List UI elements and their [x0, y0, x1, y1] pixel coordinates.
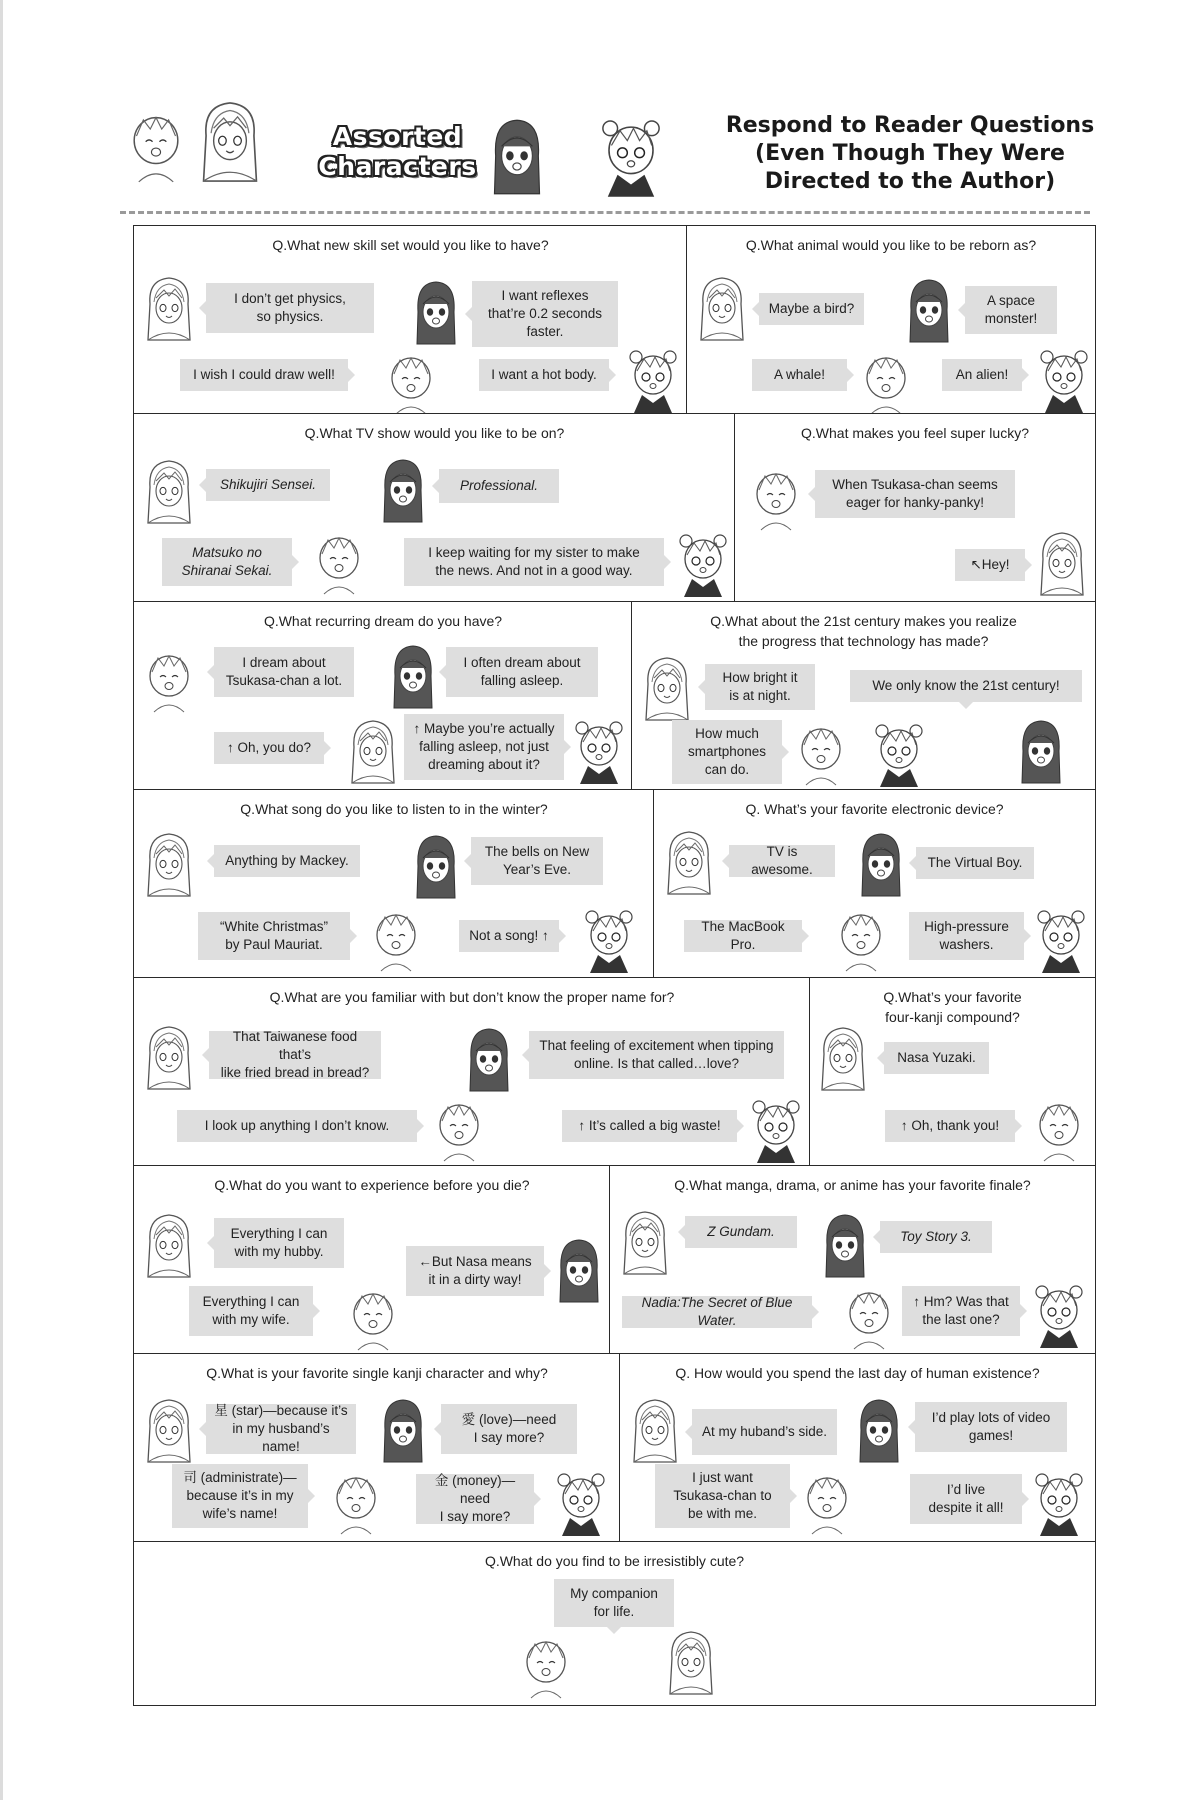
character-sketch — [1032, 1466, 1086, 1536]
character-sketch — [1035, 529, 1089, 599]
qa-panel — [734, 413, 1096, 603]
qa-panel — [133, 789, 655, 979]
character-sketch — [142, 457, 196, 527]
speech-bubble: High-pressure washers. — [909, 912, 1024, 960]
title-line: Assorted — [332, 122, 463, 151]
character-sketch — [859, 346, 913, 416]
character-sketch — [816, 1024, 870, 1094]
question: Q. How would you spend the last day of human existence? — [675, 1365, 1040, 1381]
speech-bubble: When Tsukasa-chan seems eager for hanky-panky! — [815, 470, 1015, 518]
character-sketch — [664, 1628, 718, 1698]
speech-bubble: I often dream about falling asleep. — [446, 647, 598, 697]
character-sketch — [142, 1396, 196, 1466]
character-sketch — [432, 1093, 486, 1163]
speech-bubble: Not a song! ↑ — [459, 920, 559, 952]
speech-bubble: Maybe a bird? — [759, 293, 864, 325]
speech-bubble: Nadia:The Secret of Blue Water. — [622, 1296, 812, 1328]
header-divider — [120, 211, 1090, 214]
speech-bubble: ↑ Oh, thank you! — [885, 1110, 1015, 1142]
question: Q.What is your favorite single kanji character and why? — [206, 1365, 548, 1381]
subtitle-line: (Even Though They Were — [755, 141, 1065, 166]
speech-bubble: A space monster! — [965, 286, 1057, 334]
character-sketch — [676, 527, 730, 597]
speech-bubble: I’d play lots of video games! — [915, 1402, 1067, 1452]
character-sketch — [142, 1211, 196, 1281]
character-sketch — [552, 1236, 606, 1306]
question: Q.What do you want to experience before you die? — [214, 1177, 530, 1193]
character-sketch — [196, 96, 264, 188]
speech-bubble: I want a hot body. — [479, 359, 609, 391]
subtitle-line: Respond to Reader Questions — [725, 113, 1095, 138]
speech-bubble: Nasa Yuzaki. — [884, 1042, 989, 1074]
speech-bubble: ↖Hey! — [955, 549, 1025, 581]
character-sketch — [852, 1396, 906, 1466]
character-sketch — [125, 100, 187, 188]
character-sketch — [695, 274, 749, 344]
speech-bubble: Everything I can with my hubby. — [214, 1218, 344, 1268]
speech-bubble: That Taiwanese food that’s like fried bread in bread? — [209, 1031, 381, 1079]
question: Q.What animal would you like to be reborn as? — [745, 237, 1037, 253]
page-edge — [0, 0, 3, 1800]
question: Q.What are you familiar with but don’t know the proper name for? — [269, 989, 675, 1005]
speech-bubble: “White Christmas” by Paul Mauriat. — [198, 912, 350, 960]
character-sketch — [142, 644, 196, 714]
character-sketch — [376, 456, 430, 526]
speech-bubble: 星 (star)—because it’s in my husband’s name! — [206, 1404, 356, 1454]
speech-bubble: Z Gundam. — [685, 1216, 797, 1248]
speech-bubble: 愛 (love)—need I say more? — [441, 1404, 577, 1454]
speech-bubble: Professional. — [439, 469, 559, 503]
qa-panel — [653, 789, 1096, 979]
speech-bubble: Toy Story 3. — [880, 1221, 992, 1253]
character-sketch — [346, 1282, 400, 1352]
character-sketch — [1032, 1278, 1086, 1348]
character-sketch — [485, 112, 549, 202]
qa-panel — [133, 413, 736, 603]
speech-bubble: I’d live despite it all! — [910, 1474, 1022, 1524]
character-sketch — [1032, 1093, 1086, 1163]
qa-panel — [809, 977, 1096, 1167]
character-sketch — [142, 830, 196, 900]
character-sketch — [142, 1023, 196, 1093]
character-sketch — [369, 903, 423, 973]
character-sketch — [376, 1396, 430, 1466]
character-sketch — [384, 346, 438, 416]
question: Q.What TV show would you like to be on? — [304, 425, 565, 441]
character-sketch — [800, 1466, 854, 1536]
character-sketch — [582, 903, 636, 973]
speech-bubble: I want reflexes that’re 0.2 seconds faster. — [472, 281, 618, 347]
character-sketch — [842, 1281, 896, 1351]
speech-bubble: Everything I can with my wife. — [189, 1286, 313, 1336]
character-sketch — [834, 903, 888, 973]
speech-bubble: ↑ Oh, you do? — [214, 732, 324, 764]
speech-bubble: ↑ It’s called a big waste! — [562, 1110, 737, 1142]
question: Q.What new skill set would you like to have? — [272, 237, 549, 253]
speech-bubble: ↑ Maybe you’re actually falling asleep, not just dreaming about it? — [404, 714, 564, 780]
question: Q.What recurring dream do you have? — [263, 613, 503, 629]
qa-panel — [631, 601, 1096, 791]
section-subtitle — [720, 112, 1100, 196]
character-sketch — [312, 526, 366, 596]
speech-bubble: The bells on New Year’s Eve. — [471, 837, 603, 885]
speech-bubble: That feeling of excitement when tipping online. Is that called…love? — [529, 1031, 784, 1079]
character-sketch — [749, 462, 803, 532]
question — [810, 987, 1095, 1027]
character-sketch — [626, 343, 680, 413]
speech-bubble: How much smartphones can do. — [672, 720, 782, 784]
question: Q.What do you find to be irresistibly cute? — [484, 1553, 745, 1569]
character-sketch — [794, 717, 848, 787]
speech-bubble: How bright it is at night. — [705, 664, 815, 710]
speech-bubble: I keep waiting for my sister to make the news. And not in a good way. — [404, 538, 664, 586]
speech-bubble: 司 (administrate)— because it’s in my wife’s name! — [172, 1464, 308, 1528]
title-line: Characters — [318, 152, 477, 181]
question — [632, 611, 1095, 651]
speech-bubble: Anything by Mackey. — [214, 845, 360, 877]
qa-panel — [133, 1165, 611, 1355]
speech-bubble: I don’t get physics, so physics. — [206, 283, 374, 333]
qa-panel — [133, 1353, 621, 1543]
question: Q. What’s your favorite electronic device? — [745, 801, 1004, 817]
character-sketch — [1037, 343, 1091, 413]
section-title — [310, 122, 485, 182]
speech-bubble: 金 (money)—need I say more? — [416, 1474, 534, 1524]
character-sketch — [386, 642, 440, 712]
speech-bubble: Shikujiri Sensei. — [206, 469, 330, 501]
qa-panel — [133, 1541, 1096, 1706]
qa-panel — [133, 225, 688, 415]
speech-bubble: At my huband’s side. — [692, 1409, 837, 1455]
question: Q.What song do you like to listen to in the winter? — [240, 801, 548, 817]
speech-bubble: ←But Nasa means it in a dirty way! — [406, 1246, 544, 1296]
speech-bubble: I look up anything I don’t know. — [177, 1110, 417, 1142]
character-sketch — [618, 1208, 672, 1278]
character-sketch — [902, 276, 956, 346]
speech-bubble: An alien! — [942, 359, 1022, 391]
speech-bubble: My companion for life. — [554, 1579, 674, 1627]
speech-bubble: Matsuko no Shiranai Sekai. — [162, 538, 292, 586]
character-sketch — [1034, 903, 1088, 973]
speech-bubble: We only know the 21st century! — [850, 670, 1082, 702]
character-sketch — [409, 278, 463, 348]
character-sketch — [872, 717, 926, 787]
qa-panel — [133, 601, 633, 791]
character-sketch — [818, 1211, 872, 1281]
character-sketch — [572, 714, 626, 784]
qa-panel — [609, 1165, 1096, 1355]
question-text: Q.What about the 21st century makes you realize the progress that technology has made? — [710, 613, 1017, 649]
character-sketch — [462, 1025, 516, 1095]
qa-panel — [686, 225, 1096, 415]
qa-panel — [133, 977, 811, 1167]
character-sketch — [409, 832, 463, 902]
character-sketch — [1014, 717, 1068, 787]
speech-bubble: A whale! — [752, 359, 847, 391]
question: Q.What manga, drama, or anime has your favorite finale? — [674, 1177, 1031, 1193]
speech-bubble: I wish I could draw well! — [180, 359, 348, 391]
question: Q.What makes you feel super lucky? — [801, 425, 1029, 441]
speech-bubble: TV is awesome. — [729, 845, 835, 877]
character-sketch — [598, 106, 664, 202]
character-sketch — [749, 1093, 803, 1163]
character-sketch — [346, 717, 400, 787]
speech-bubble: I just want Tsukasa-chan to be with me. — [655, 1464, 790, 1528]
character-sketch — [519, 1630, 573, 1700]
speech-bubble: The Virtual Boy. — [916, 847, 1034, 879]
subtitle-line: Directed to the Author) — [764, 169, 1056, 194]
qa-panel — [619, 1353, 1096, 1543]
question-text: Q.What’s your favorite four-kanji compound? — [883, 989, 1022, 1025]
character-sketch — [662, 828, 716, 898]
character-sketch — [628, 1396, 682, 1466]
character-sketch — [142, 274, 196, 344]
character-sketch — [640, 654, 694, 724]
speech-bubble: I dream about Tsukasa-chan a lot. — [214, 647, 354, 697]
character-sketch — [554, 1466, 608, 1536]
speech-bubble: The MacBook Pro. — [684, 920, 802, 952]
speech-bubble: ↑ Hm? Was that the last one? — [902, 1286, 1020, 1336]
character-sketch — [854, 830, 908, 900]
character-sketch — [329, 1466, 383, 1536]
